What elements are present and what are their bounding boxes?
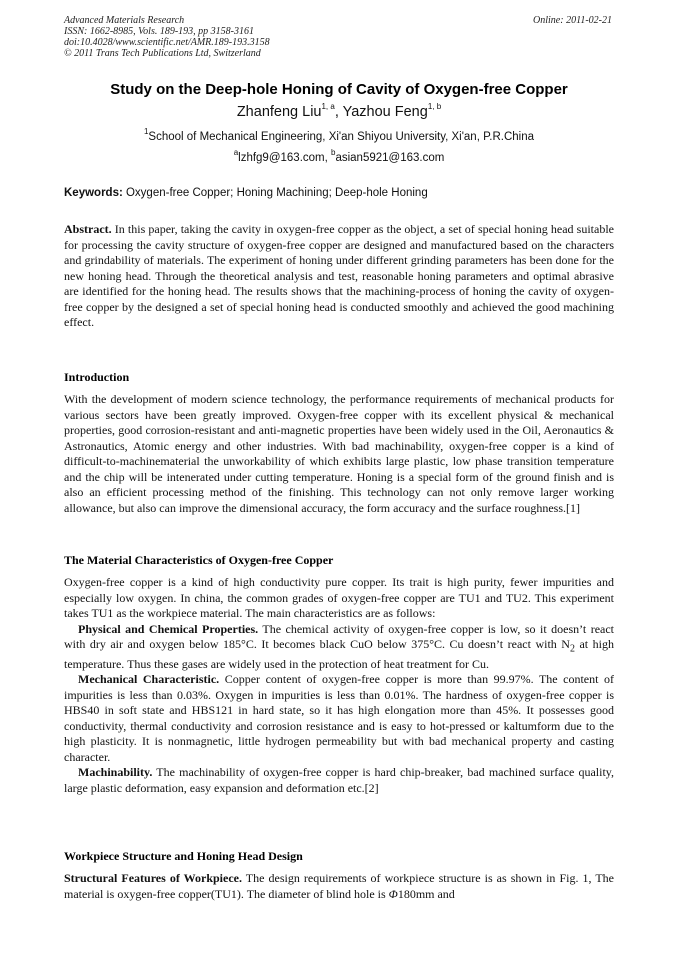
email-a-sup: a — [233, 148, 239, 158]
author-2-sup: 1, b — [427, 102, 442, 112]
material-heading: The Material Characteristics of Oxygen-free Copper — [64, 553, 334, 567]
author-list — [0, 103, 678, 121]
workpiece-paragraph — [64, 871, 614, 902]
mechanical-text: Copper content of oxygen-free copper is more than 99.97%. The content of impurities is less than 0.03%. Oxygen in impurities is less than 0.01%. The hardness of oxygen-free copper is HBS40 in soft state and HBS121 in hard state, so it has high elongation more than 45%. It possesses good conductivity, thermal conductivity and corrosion resistance and is easy to hot-pressed or kaltumform due to the high plasticity. It is nonmagnetic, little hydrogen permeability but with bad mechanical property and casting character. — [64, 672, 614, 764]
abstract-label: Abstract. — [64, 222, 112, 236]
online-date: Online: 2011-02-21 — [533, 15, 612, 26]
email-a: lzhfg9@163.com, — [238, 152, 331, 164]
machinability-paragraph — [64, 765, 614, 796]
nitrogen-subscript: 2 — [569, 643, 575, 655]
journal-name: Advanced Materials Research — [64, 15, 185, 26]
email-b: asian5921@163.com — [335, 152, 445, 164]
email-b-sup: b — [331, 148, 336, 158]
mechanical-label: Mechanical Characteristic. — [78, 672, 220, 687]
machinability-text: The machinability of oxygen-free copper is hard chip-breaker, bad machined surface quality, large plastic deformation, easy expansion and deformation etc.[2] — [64, 765, 614, 795]
machinability-label: Machinability. — [78, 765, 153, 780]
physical-chemical-text-b: at high temperature. Thus these gases are widely used in the protection of heat treatment for Cu. — [64, 637, 614, 671]
phi-symbol: Φ — [388, 886, 398, 901]
mechanical-paragraph — [64, 672, 614, 765]
issn-line: ISSN: 1662-8985, Vols. 189-193, pp 3158-3161 — [64, 26, 254, 37]
keywords-label: Keywords: — [64, 187, 123, 199]
affiliation-sup: 1 — [143, 127, 149, 137]
material-section — [64, 575, 614, 796]
author-emails — [0, 148, 678, 166]
introduction-text: With the development of modern science technology, the performance requirements of mechanical products for various sectors have been greatly improved. Oxygen-free copper with its excellent physical & mechanical properties, good corrosion-resistant and anti-magnetic properties have been widely used in the Oil, Aeronautics & Astronautics, Atomic energy and other industries. With bad machinability, oxygen-free copper is a kind of difficult-to-machinematerial the unworkability of which exhibits large plastic, low phase transition temperature and the chip will be intenerated under cutting temperature. Honing is a special form of the ground finish and is also an efficient processing method of the finishing. This technology can not only remove larger working allowance, but also can improve the dimensional accuracy, the form accuracy and the surface roughness.[1] — [64, 392, 614, 515]
publication-meta — [64, 15, 270, 59]
author-2-name: Yazhou Feng — [342, 104, 428, 120]
material-intro: Oxygen-free copper is a kind of high conductivity pure copper. Its trait is high purity, fewer impurities and especially low oxygen. In china, the common grades of oxygen-free copper are TU1 and TU2. This experiment takes TU1 as the workpiece material. The main characteristics are as follows: — [64, 575, 614, 620]
affiliation-text: School of Mechanical Engineering, Xi'an Shiyou University, Xi'an, P.R.China — [148, 131, 535, 143]
abstract — [64, 222, 614, 331]
copyright-line: © 2011 Trans Tech Publications Ltd, Switzerland — [64, 48, 261, 59]
workpiece-heading: Workpiece Structure and Honing Head Design — [64, 849, 303, 863]
doi-line: doi:10.4028/www.scientific.net/AMR.189-193.3158 — [64, 37, 270, 48]
introduction-heading: Introduction — [64, 370, 130, 384]
physical-chemical-paragraph — [64, 622, 614, 673]
keywords-text: Oxygen-free Copper; Honing Machining; Deep-hole Honing — [122, 187, 428, 199]
physical-chemical-label: Physical and Chemical Properties. — [78, 621, 259, 636]
structural-features-label: Structural Features of Workpiece. — [64, 871, 242, 885]
author-1-name: Zhanfeng Liu — [236, 104, 322, 120]
paper-title: Study on the Deep-hole Honing of Cavity of Oxygen-free Copper — [110, 81, 568, 98]
structural-features-text-b: 180mm and — [397, 886, 455, 901]
structural-features-text-a: The design requirements of workpiece structure is as shown in Fig. 1, The material is oxygen-free copper(TU1). The diameter of blind hole is — [64, 871, 614, 901]
abstract-text: In this paper, taking the cavity in oxygen-free copper as the object, a set of special honing head suitable for processing the cavity structure of oxygen-free copper are designed and manufactured based on the characters and grindability of materials. The experiment of honing under different grinding parameters has been done for the new honing head. Through the theoretical analysis and test, reasonable honing parameters and optimal abrasive are identified for the honing head. The results shows that the machining-process of honing the cavity of oxygen-free copper by the designed a set of special honing head is conducted smoothly and achieved the good machining effect. — [64, 222, 614, 329]
author-1-sup: 1, a — [321, 102, 335, 112]
physical-chemical-text-a: The chemical activity of oxygen-free copper is low, so it doesn’t react with dry air and oxygen below 185°C. It becomes black CuO below 375°C. Cu doesn’t react with N — [64, 621, 615, 651]
author-separator: , — [334, 104, 343, 120]
affiliation — [0, 127, 678, 145]
keywords — [64, 186, 616, 201]
